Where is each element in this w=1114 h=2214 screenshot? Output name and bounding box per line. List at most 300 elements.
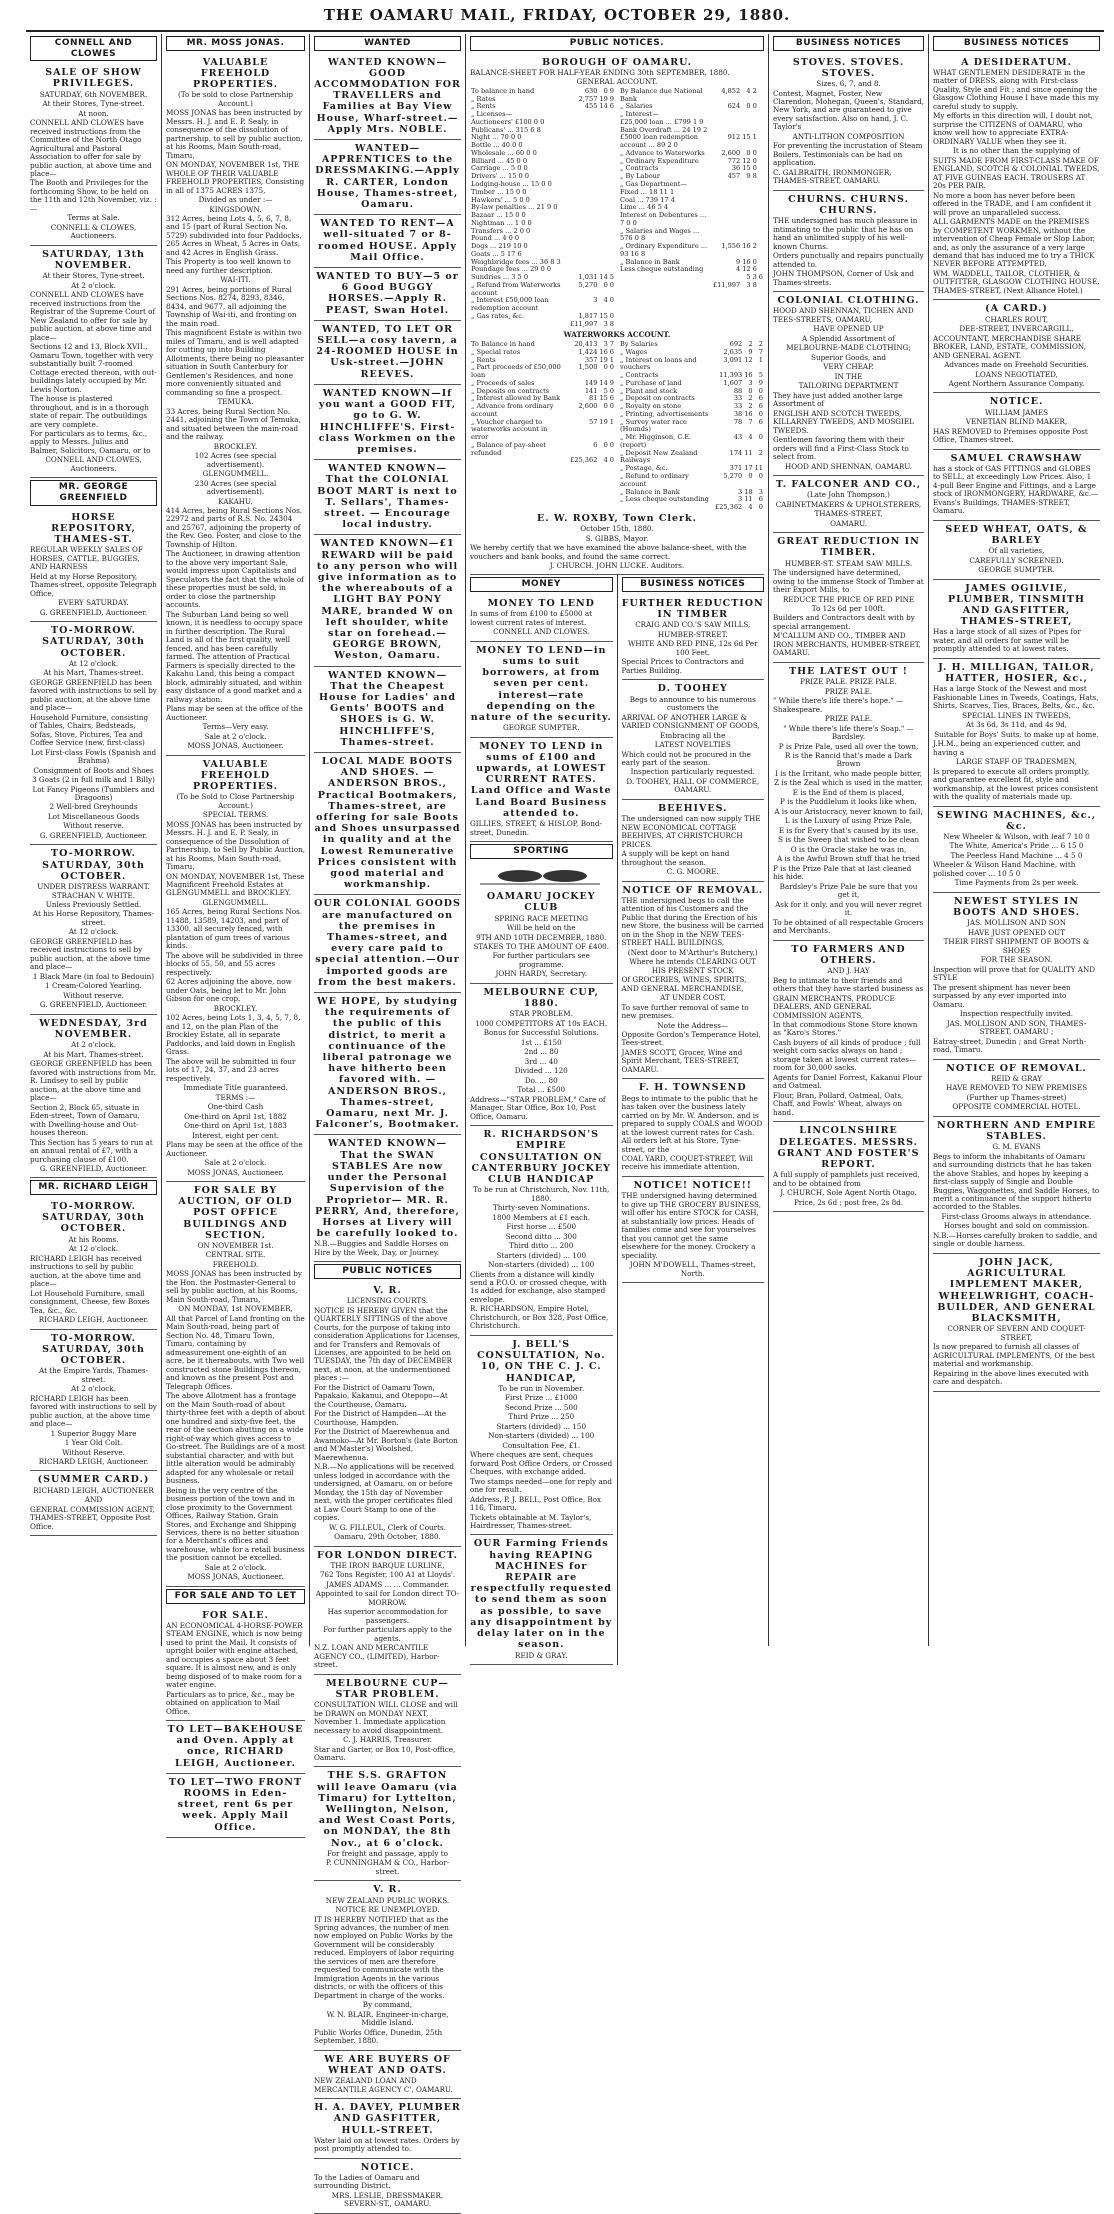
ad-line: TO-MORROW. SATURDAY, 30th OCTOBER. bbox=[42, 848, 145, 882]
masthead-title: THE OAMARU MAIL, FRIDAY, OCTOBER 29, 1880. bbox=[323, 6, 791, 24]
table-cell: „ Salaries and Wages ... 576 0 8 bbox=[620, 226, 700, 243]
table-cell: 0 bbox=[748, 386, 753, 395]
table-cell: 0 bbox=[603, 440, 608, 449]
table-cell: 1,424 bbox=[578, 347, 598, 356]
ad-line: Address, P. J. BELL, Post Office, Box 116, Timaru. bbox=[470, 1494, 602, 1513]
column-1 bbox=[26, 34, 162, 1646]
ad-line: EVERY SATURDAY. bbox=[58, 598, 129, 608]
table-cell bbox=[712, 181, 741, 189]
table-cell: Sundries ... 3 5 0 bbox=[471, 273, 529, 282]
table-cell: 16 bbox=[744, 409, 753, 418]
ad-line: Where he intends CLEARING OUT HIS PRESENT STOCK bbox=[629, 957, 757, 975]
ad-mollison bbox=[933, 893, 1100, 1060]
table-cell bbox=[598, 142, 608, 150]
table-cell: Hawkers' ... 5 0 0 bbox=[471, 195, 530, 204]
table-cell: 0 bbox=[603, 402, 608, 411]
ad-line: Has superior accommodation for passengers. bbox=[327, 1607, 448, 1625]
ad-stoves bbox=[773, 54, 924, 191]
table-cell: 5 bbox=[603, 386, 608, 395]
table-cell bbox=[752, 119, 758, 127]
ad-line: This magnificent Estate is within two miles of Timaru, and is well adapted for cutting up into Building Allotments, there being no pleasanter situation in South Canterbury for Gentlemen's Residences, and none more conveniently situated and commanding so fine a prospect. bbox=[166, 328, 305, 397]
ad-line: 33 Acres, being Rural Section No. 2441, adjoining the Town of Temuka, and situated between the main-road and the railway. bbox=[166, 406, 301, 442]
table-cell: 12 bbox=[742, 156, 751, 165]
ad-line: TERMS :— bbox=[215, 1092, 256, 1102]
table-cell: £11,997 bbox=[712, 280, 741, 289]
ad-line: HAVE OPENED UP bbox=[813, 324, 884, 334]
ad-line: GRAIN MERCHANTS, PRODUCE DEALERS, AND GENERAL COMMISSION AGENTS, bbox=[773, 993, 895, 1020]
table-cell: 6 bbox=[609, 102, 614, 111]
table-cell: 4 bbox=[736, 265, 741, 274]
table-cell: „ Less cheque outstanding bbox=[620, 495, 709, 504]
waterworks-account bbox=[470, 341, 764, 512]
table-cell: 11 bbox=[744, 448, 753, 457]
ad-line: REGULAR WEEKLY SALES OF HORSES, CATTLE, BUGGIES, AND HARNESS bbox=[30, 545, 143, 572]
ad-distress-warrant bbox=[30, 845, 157, 1014]
ad-line: KAKAHU. bbox=[218, 496, 253, 506]
ad-line: The above Allotment has a frontage on the Main South-road of about thirty-three feet with a depth of about one hundred and sixty-five feet, the rear of the section abutting on a wide right-of-way which gives access to Go-street. The Buildings are of a most substantial character, and with but little alteration would be admirably adapted for any wholesale or retail business. bbox=[166, 1391, 305, 1486]
ad-line: REID & GRAY bbox=[990, 1073, 1043, 1083]
ad-line: Plans may be seen at the office of the Auctioneer. bbox=[166, 1140, 303, 1158]
ad-line: R. RICHARDSON'S EMPIRE CONSULTATION ON CANTERBURY JOCKEY CLUB HANDICAP bbox=[471, 1129, 611, 1185]
ad-line: N.B.—No applications will be received unless lodged in accordance with the undersigned, at Oamaru, on or before Monday, the 15th day of November next, with the proper certificates filed at Law Court Stamp to one of the copies. bbox=[314, 1462, 454, 1523]
ad-line: GEORGE GREENFIELD has been favored with instructions to sell by public auction, at the above time and place— bbox=[30, 677, 157, 713]
ad-line: ON MONDAY, 1st NOVEMBER, bbox=[178, 1304, 293, 1314]
ad-line: Will be held on the bbox=[506, 923, 576, 933]
table-row bbox=[470, 364, 615, 380]
table-cell bbox=[569, 243, 598, 251]
ad-line: Cash buyers of all kinds of produce ; full weight corn sacks always on hand ; storage taken at lowest current rates—room for 30,000 sacks. bbox=[773, 1037, 921, 1073]
ad-line: THE IRON BARQUE LURLINE, bbox=[330, 1560, 445, 1570]
ad-line: For particulars as to terms, &c., apply to Messrs. Julius and Balmer, Solicitors, Oamaru, or to bbox=[30, 428, 151, 455]
table-cell: Bottle ... 40 0 0 bbox=[471, 141, 523, 150]
ad-line: WANTED KNOWN— That the SWAN STABLES Are now under the Personal Supervision of the Proprietor— MR. R. PERRY, And, therefore, Horses at Livery will be carefully looked to. bbox=[315, 1138, 460, 1240]
ad-line: WANTED—APPRENTICES to the DRESSMAKING.—Apply R. CARTER, London House, Thames-street, Oamaru. bbox=[315, 143, 460, 211]
ad-line: 62 Acres adjoining the above, now under Oats, being let to Mr. John Gibson for one crop. bbox=[166, 977, 292, 1004]
table-cell: „ Gas Department— bbox=[620, 179, 687, 188]
ad-line: COLONIAL CLOTHING. bbox=[777, 295, 920, 307]
ad-line: WILLIAM JAMES bbox=[984, 407, 1049, 417]
table-cell: „ Interest— bbox=[620, 110, 659, 119]
ad-line: LICENSING COURTS. bbox=[346, 1296, 429, 1306]
table-cell: 16 bbox=[742, 242, 751, 251]
ad-we-hope bbox=[314, 993, 461, 1135]
table-cell bbox=[598, 158, 608, 166]
jockey-club-text bbox=[470, 891, 613, 979]
table-cell: 11,393 bbox=[719, 371, 743, 380]
ad-line: This Section has 5 years to run at an annual rental of £7, with a purchasing clause of £100. bbox=[30, 1137, 153, 1164]
ad-line: CONSULTATION WILL CLOSE and will be DRAWN on MONDAY NEXT, November 1. Immediate application necessary to avoid disappointment. bbox=[314, 1700, 458, 1735]
ad-line: The Peerless Hand Machine ... 4 5 0 bbox=[950, 850, 1083, 860]
ad-line: Inspection will prove that for QUALITY AND STYLE bbox=[933, 964, 1096, 983]
ad-line: NOTICE OF REMOVAL. bbox=[946, 1062, 1087, 1074]
ad-line: Gentlemen favoring them with their orders will find a First-Class Stock to select from. bbox=[773, 435, 909, 462]
table-cell bbox=[609, 127, 615, 135]
ad-line: LOCAL MADE BOOTS AND SHOES. —ANDERSON BROS., Practical Bootmakers, Thames-street, are offering for sale Boots and Shoes unsurpassed in quality and at the Lowest Remunerative Prices consistent with good material and workmanship. bbox=[314, 755, 461, 891]
table-cell bbox=[598, 235, 608, 243]
ad-star-problem bbox=[470, 984, 613, 1126]
table-cell: „ Balance in Bank bbox=[620, 487, 680, 496]
ad-wanted-horses bbox=[314, 268, 461, 321]
ad-line: T. FALCONER AND CO., bbox=[775, 479, 922, 491]
table-cell: Bazaar ... 15 0 0 bbox=[471, 211, 526, 220]
ad-line: ANTI-LITHON COMPOSITION bbox=[792, 131, 905, 141]
table-cell: Goats ... 5 17 6 bbox=[471, 249, 522, 258]
ad-line: It is no other than the supplying of bbox=[953, 146, 1080, 156]
table-cell bbox=[598, 220, 608, 228]
ad-line: BALANCE-SHEET FOR HALF-YEAR ENDING 30th SEPTEMBER, 1880. bbox=[470, 67, 730, 77]
table-cell: 1 bbox=[758, 355, 763, 364]
ad-crawshaw bbox=[933, 450, 1100, 521]
table-cell bbox=[569, 235, 598, 243]
ad-line: S. GIBBS, Mayor. bbox=[585, 533, 649, 543]
ad-line: O is the Oracle stake he was in, bbox=[790, 844, 907, 854]
table-cell: 6 bbox=[593, 440, 598, 449]
ad-line: Without Reserve. bbox=[62, 1447, 125, 1457]
ad-line: To be run at Christchurch, Nov. 11th, 1880. bbox=[473, 1185, 610, 1203]
ad-line: AT UNDER COST, bbox=[660, 993, 726, 1003]
ad-john-jack bbox=[933, 1254, 1100, 1392]
ad-line: 3 Goats (2 in full milk and 1 Billy) bbox=[32, 775, 155, 785]
ad-line: NEW ZEALAND PUBLIC WORKS. bbox=[325, 1895, 450, 1905]
ad-line: MONEY TO LEND in sums of £100 and upwards, at LOWEST CURRENT RATES. Land Office and Waste Land Board Business attended to. bbox=[470, 740, 612, 819]
ad-money-to-lend-1 bbox=[470, 595, 613, 642]
table-cell bbox=[569, 142, 598, 150]
ad-line: STAR PROBLEM. bbox=[509, 1009, 573, 1019]
ad-glengummell-brockley bbox=[166, 756, 305, 1182]
ad-line: At the Empire Yards, Thames-street. bbox=[39, 1366, 148, 1384]
ad-line: TO FARMERS AND OTHERS. bbox=[791, 943, 906, 966]
table-cell: 7 bbox=[748, 417, 753, 426]
ad-line: Wheeler & Wilson Hand Machine, with polished cover ... 10 5 0 bbox=[933, 860, 1076, 878]
ad-line: The White, America's Pride ... 6 15 0 bbox=[949, 841, 1084, 851]
ad-line: WE ARE BUYERS OF WHEAT AND OATS. bbox=[324, 2053, 451, 2076]
ad-line: Of all varieties, bbox=[988, 546, 1045, 556]
ad-line: Bonus for Successful Solutions. bbox=[483, 1028, 599, 1038]
ad-line: Oamaru, 29th October, 1880. bbox=[334, 1532, 441, 1542]
ad-scott-removal bbox=[622, 882, 765, 1080]
ad-line: has a stock of GAS FITTINGS and GLOBES to SELL, at exceedingly Low Prices. Also, 1 4-pull Beer Engine and Fittings, and a Large stock of IRONMONGERY, HARDWARE, &c.—Evans's Buildings, THAMES-STREET, Oamaru. bbox=[933, 463, 1099, 516]
col2-header-for-sale: FOR SALE AND TO LET bbox=[166, 1589, 305, 1604]
ad-line: Beg to intimate to their friends and others that they have started business as bbox=[773, 975, 924, 994]
ad-line: SAMUEL CRAWSHAW bbox=[950, 452, 1083, 464]
table-cell bbox=[619, 504, 712, 512]
ad-line: At his Horse Repository, Thames-street. bbox=[32, 909, 155, 927]
table-cell: „ Advance to Waterworks bbox=[620, 148, 705, 157]
ad-line: In that commodious Stone Store known as "Karo's Stores." bbox=[773, 1019, 918, 1038]
ad-line: Sale at 2 o'clock. bbox=[204, 731, 267, 741]
ad-craig-timber bbox=[622, 595, 765, 680]
ad-line: At their Stores, Tyne-street. bbox=[42, 271, 145, 281]
ad-line: SALE OF SHOW PRIVILEGES. bbox=[45, 67, 142, 90]
table-row bbox=[619, 282, 764, 290]
ad-line: NOTICE. bbox=[360, 2161, 415, 2173]
table-row bbox=[470, 457, 615, 465]
ad-line: BROCKLEY. bbox=[213, 1003, 258, 1013]
table-row bbox=[619, 266, 764, 274]
ad-line: CONNELL AND CLOWES have received instructions from the Registrar of the Supreme Court of New Zealand to offer for sale by public auction, at above time and place— bbox=[30, 290, 156, 342]
table-cell bbox=[741, 212, 751, 228]
ad-reaping-machines bbox=[470, 1535, 613, 1665]
ad-line: 312 Acres, being Lots 4, 5, 6, 7, 8, and 15 (part of Rural Section No. 5729) subdivided into four Paddocks, 265 Acres in Wheat, 5 Acres in Oats, and 42 Acres in English Grass. bbox=[166, 214, 302, 257]
table-cell: „ Salaries bbox=[620, 102, 653, 111]
balance-sheet-title bbox=[470, 57, 764, 87]
ad-line: Star and Garter, or Box 10, Post-office, Oamaru. bbox=[314, 1744, 456, 1762]
ad-lincolnshire-delegates bbox=[773, 1122, 924, 1212]
ad-line: Second Prize ... 500 bbox=[504, 1402, 578, 1412]
ad-licensing-courts bbox=[314, 1282, 461, 1547]
ad-line: F. H. TOWNSEND bbox=[638, 1082, 747, 1094]
table-cell bbox=[712, 111, 741, 119]
ad-connell-sections bbox=[30, 246, 157, 479]
table-cell: 6 bbox=[758, 402, 763, 411]
ad-line: LARGE STAFF OF TRADESMEN, bbox=[956, 757, 1077, 767]
table-cell: 0 bbox=[609, 386, 614, 395]
table-row bbox=[619, 473, 764, 489]
table-cell: „ Rates bbox=[471, 94, 496, 103]
ad-line: G. GREENFIELD, Auctioneer. bbox=[39, 1000, 148, 1010]
ad-line: HAS REMOVED to Premises opposite Post Office, Thames-street. bbox=[933, 426, 1088, 445]
ad-line: IN THE bbox=[834, 371, 863, 381]
ad-line: Second ditto ... 300 bbox=[505, 1231, 577, 1241]
ad-line: TO LET—TWO FRONT ROOMS in Eden-street, rent 6s per week. Apply Mail Office. bbox=[168, 1776, 303, 1833]
ad-line: Begs to intimate to the public that he has taken over the business lately carried on by Mr. W. Anderson, and is prepared to supply COALS and WOOD at the lowest current rates for Cash. All orders left at his Store, Tyne-street, or the bbox=[621, 1093, 763, 1154]
table-cell: Carriage ... 5 0 0 bbox=[471, 164, 528, 173]
ad-line: Household Furniture, consisting of Tables, Chairs, Bedsteads, Sofas, Stove, Pictures, Tea and Coffee Service (new, first-class) bbox=[30, 712, 149, 748]
ad-sewing-machines bbox=[933, 807, 1100, 893]
table-row bbox=[470, 321, 615, 329]
table-cell: Weighbridge fees ... 36 8 3 bbox=[471, 257, 561, 266]
table-cell: „ Part proceeds of £50,000 loan bbox=[471, 363, 561, 380]
ad-line: Time Payments from 2s per week. bbox=[954, 878, 1079, 888]
table-cell: Billiard ... 45 0 0 bbox=[471, 156, 528, 165]
table-cell: 371 bbox=[729, 464, 743, 473]
ad-grafton bbox=[314, 1767, 461, 1881]
col1-header-greenfield: MR. GEORGE GREENFIELD bbox=[30, 480, 157, 505]
table-cell: 18 bbox=[744, 487, 753, 496]
table-cell: „ Ordinary Expenditure bbox=[620, 156, 699, 165]
ad-line: MOSS JONAS has been instructed by Messrs. H. J. and E. P. Sealy, in consequence of the Dissolution of Partnership, to Sell by Public Auction, at his Rooms, Main South-road, Timaru, bbox=[166, 819, 305, 872]
ad-line: TO-MORROW. SATURDAY, 30th OCTOBER. bbox=[42, 1201, 145, 1235]
ad-line: For the District of Maerewhenua and Awamoko—At Mr. Borton's (late Borton and M'Master's) Woolshed, Maerewhenua. bbox=[314, 1427, 458, 1462]
ad-line: CHARLES ROUT, bbox=[985, 314, 1048, 324]
ad-money-to-lend-2 bbox=[470, 642, 613, 738]
ad-line: STAKES TO THE AMOUNT OF £400. bbox=[473, 941, 609, 951]
table-cell: 57 bbox=[589, 417, 598, 426]
ad-churns bbox=[773, 191, 924, 292]
ad-line: Starters (divided) ... 100 bbox=[496, 1250, 587, 1260]
table-cell: 3 bbox=[738, 495, 743, 504]
ad-line: BROCKLEY. bbox=[213, 441, 258, 451]
table-cell: 5 bbox=[758, 371, 763, 380]
ad-freehold-properties bbox=[166, 54, 305, 756]
table-cell bbox=[609, 134, 615, 142]
table-cell bbox=[609, 220, 615, 228]
ad-line: LATEST NOVELTIES bbox=[654, 740, 731, 750]
table-cell bbox=[569, 119, 598, 127]
ad-line: ACCOUNTANT, MERCHANDISE SHARE BROKER, LAND, ESTATE, COMMISSION, AND GENERAL AGENT. bbox=[933, 333, 1087, 360]
table-cell: 0 bbox=[758, 472, 763, 481]
waterworks-expenditure bbox=[619, 341, 764, 512]
ad-line: E is the End of them is placed, bbox=[792, 787, 905, 797]
ad-line: Is now prepared to furnish all classes of AGRICULTURAL IMPLEMENTS, Of the best material and workmanship. bbox=[933, 1342, 1095, 1369]
table-row bbox=[619, 434, 764, 450]
ad-line: OUR Farming Friends having REAPING MACHINES for REPAIR are respectfully requested to send them as soon as possible, to save any disappointment by delay later on in the season. bbox=[470, 1538, 613, 1651]
ad-line: BOROUGH OF OAMARU. bbox=[542, 56, 692, 68]
table-cell bbox=[609, 204, 615, 212]
table-cell bbox=[569, 189, 598, 197]
ad-melbourne-cup-consultation bbox=[314, 1675, 461, 1768]
table-cell: 15 bbox=[599, 394, 608, 403]
ad-great-reduction-timber bbox=[773, 533, 924, 663]
ad-line: MONEY TO LEND bbox=[487, 598, 595, 610]
table-cell: 19 bbox=[599, 355, 608, 364]
ad-line: WM. WADDELL, TAILOR, CLOTHIER, & OUTFITTER, GLASGOW CLOTHING HOUSE, THAMES-STREET, (Next Alliance Hotel.) bbox=[933, 268, 1100, 295]
ad-line: Clients from a distance will kindly send a P.O.O. or crossed cheque, with 1s added for exchange, also stamped envelope. bbox=[470, 1269, 607, 1304]
table-cell: „ Balance of pay-sheet refunded bbox=[471, 440, 546, 457]
table-row bbox=[619, 496, 764, 504]
table-cell: Drivers' ... 15 0 0 bbox=[471, 172, 529, 181]
ad-line: First-class Grooms always in attendance. bbox=[941, 1211, 1092, 1221]
table-cell: „ Advance from ordinary account bbox=[471, 402, 554, 418]
table-cell: „ Mr. Higginson, C.E. (report) bbox=[620, 433, 692, 449]
ad-line: MOSS JONAS has been instructed by the Hon. the Postmaster-General to sell by public auction, at his Rooms, Main South-road, Timaru, bbox=[166, 1269, 302, 1304]
ad-line: New Wheeler & Wilson, with leaf 7 10 0 bbox=[943, 831, 1090, 841]
table-row bbox=[470, 403, 615, 419]
ad-line: S is the Sweep that wished to be clean bbox=[777, 835, 920, 845]
table-cell bbox=[598, 134, 608, 142]
table-cell: 12 bbox=[744, 355, 753, 364]
ad-line: C. GALBRAITH, IRONMONGER, THAMES-STREET, OAMARU. bbox=[773, 167, 892, 186]
ad-line: THE undersigned having determined to give up THE GROCERY BUSINESS, will offer his entire STOCK for CASH, at substantially low prices. Heads of families come and see for yourselves that you cannot get the same elsewhere for the money. Crockery a speciality. bbox=[621, 1191, 762, 1260]
table-cell bbox=[609, 119, 615, 127]
ad-line: WAI-ITI. bbox=[220, 275, 251, 285]
table-cell: 4 bbox=[603, 296, 608, 305]
table-cell: Nightman ... 1 0 0 bbox=[471, 218, 532, 227]
ad-line: PRIZE PALE. PRIZE PALE. bbox=[800, 677, 897, 687]
ad-line: J. CHURCH. JOHN LUCKE. Auditors. bbox=[549, 560, 685, 570]
ad-line: Lot Household Furniture, small consignment, Cheese, few Boxes Tea, &c., &c. bbox=[30, 1288, 150, 1315]
ad-line: WE HOPE, by studying the requirements of the public of this district, to merit a continuance of the liberal patronage we have hitherto been favored with. —ANDERSON BROS., Thames-street, Oamaru, next Mr. J. Falconer's, Bootmaker. bbox=[315, 996, 460, 1131]
ad-old-post-office bbox=[166, 1182, 305, 1587]
ad-line: CONNELL AND CLOWES have received instructions from the Committee of the North Otago Agricultural and Pastoral Association to offer for sale by public auction, at above time and place— bbox=[30, 118, 152, 178]
table-cell: 4 bbox=[748, 433, 753, 442]
ad-line: 762 Tons Register, 100 A1 at Lloyds'. bbox=[319, 1570, 456, 1580]
ad-line: The Auctioneer, in drawing attention to the above very important Sale, would impress upon Capitalists and Speculators the fact that the whole of these properties must be sold, in order to close the partnership accounts. bbox=[166, 549, 304, 610]
ad-line: J. H. MILLIGAN, TAILOR, HATTER, HOSIER, &c., bbox=[938, 661, 1095, 685]
table-cell: £25,000 loan ... £799 1 9 bbox=[620, 117, 704, 126]
table-cell bbox=[598, 251, 608, 259]
ad-line: At their Stores, Tyne-street. bbox=[42, 99, 145, 109]
ad-line: 1000 COMPETITORS AT 10s EACH. bbox=[475, 1018, 608, 1028]
ad-line: OAMARU JOCKEY CLUB bbox=[486, 891, 596, 914]
column-4 bbox=[466, 34, 769, 1660]
ad-line: Two stamps needed—one for reply and one for result. bbox=[470, 1476, 612, 1495]
table-cell: 3 bbox=[603, 319, 608, 328]
header-business-notices-a: BUSINESS NOTICES bbox=[622, 577, 765, 592]
ad-line: JAMES SCOTT, Grocer, Wine and Spirit Merchant, TEES-STREET, OAMARU. bbox=[621, 1047, 743, 1074]
table-cell: 0 bbox=[609, 280, 614, 289]
masthead-rule bbox=[26, 30, 1104, 32]
ad-line: NOTICE. bbox=[989, 396, 1044, 408]
ad-line: W. G. FILLEUL, Clerk of Courts. bbox=[329, 1522, 446, 1532]
table-cell: „ Gas rates, &c. bbox=[471, 311, 525, 320]
ad-line: HORSE REPOSITORY, THAMES-ST. bbox=[51, 511, 136, 546]
table-cell bbox=[470, 321, 567, 329]
table-row bbox=[470, 297, 615, 313]
table-cell: „ Deposit on contracts bbox=[620, 394, 695, 403]
table-cell: Pound ... 4 0 0 bbox=[471, 234, 520, 243]
table-cell: 0 bbox=[609, 456, 614, 465]
ad-line: AND J. HAY bbox=[827, 966, 870, 976]
table-row bbox=[619, 228, 764, 244]
ad-line: Begs to announce to his numerous customers the bbox=[629, 694, 756, 713]
table-cell: 11 bbox=[754, 464, 763, 473]
ad-line: JOHN JACK, AGRICULTURAL IMPLEMENT MAKER, WHEELWRIGHT, COACH-BUILDER, AND GENERAL BLACKSMITH, bbox=[937, 1256, 1096, 1324]
table-cell: Timber ... 15 0 0 bbox=[471, 187, 527, 196]
table-cell: 3 bbox=[593, 296, 598, 305]
table-cell: 4 bbox=[748, 503, 753, 512]
ad-line: D. TOOHEY bbox=[657, 683, 728, 695]
ad-line: Ask for it only, and you will never regret it. bbox=[775, 899, 922, 918]
ad-line: Where cheques are sent, cheques forward Post Office Orders, or Crossed Cheques, with exchange added. bbox=[470, 1450, 613, 1477]
table-cell: 0 bbox=[758, 503, 763, 512]
table-cell: £25,362 bbox=[714, 503, 743, 512]
table-cell: 9 bbox=[748, 347, 753, 356]
ad-jockey-club bbox=[470, 862, 613, 984]
table-cell: 0 bbox=[752, 164, 757, 173]
table-cell: 630 bbox=[584, 86, 598, 95]
table-row bbox=[470, 442, 615, 458]
ad-line: NOTICE RE UNEMPLOYED. bbox=[335, 1905, 440, 1915]
ad-line: At his Mart, Thames-street. bbox=[43, 668, 144, 678]
table-cell: Dogs ... 219 10 0 bbox=[471, 242, 528, 251]
ad-line: Inspection respectfully invited. bbox=[959, 1009, 1074, 1019]
table-row bbox=[619, 357, 764, 373]
table-cell: Bank Overdraft ... 24 19 2 bbox=[620, 125, 708, 134]
ad-line: For preventing the incrustation of Steam Boilers. Testimonials can be had on application. bbox=[773, 141, 923, 168]
ad-line: TEMUKA. bbox=[217, 397, 254, 407]
table-cell bbox=[712, 119, 741, 127]
ad-line: FOR THE SEASON. bbox=[980, 955, 1053, 965]
ad-line: FOR SALE. bbox=[202, 1609, 269, 1621]
ad-line: The undersigned can now supply THE NEW ECONOMICAL COTTAGE BEEHIVES, AT CHRISTCHURCH PRICES. bbox=[621, 814, 761, 849]
table-cell: 1 bbox=[609, 417, 614, 426]
table-cell: 16 bbox=[742, 257, 751, 266]
ad-line: MELBOURNE CUP—STAR PROBLEM. bbox=[326, 1677, 449, 1700]
ad-line: Eatray-street, Dunedin ; and Great North-road, Timaru. bbox=[933, 1036, 1087, 1055]
table-cell: 9 bbox=[736, 257, 741, 266]
ad-line: At 12 o'clock. bbox=[68, 1244, 119, 1254]
ad-wanted-fit bbox=[314, 385, 461, 460]
ad-line: 1st ... £150 bbox=[520, 1037, 562, 1047]
table-cell: 7 bbox=[758, 347, 763, 356]
ad-line: COAL YARD, COQUET-STREET, Will receive his immediate attention. bbox=[621, 1154, 753, 1172]
ad-line: Orders punctually and repairs punctually attended to. bbox=[773, 251, 924, 269]
ad-line: MOSS JONAS has been instructed by Messrs. H. J. and E. P. Sealy, in consequence of the dissolution of partnership, to sell by public auction, at his Rooms, Main South-road, Timaru, bbox=[166, 108, 303, 160]
ad-line: NOTICE! NOTICE!! bbox=[633, 1179, 752, 1191]
ad-line: One-third Cash bbox=[207, 1102, 264, 1112]
ad-line: MONEY TO LEND—in sums to suit borrowers, at from seven per cent. interest—rate depending on the nature of the security. bbox=[470, 644, 612, 723]
table-cell: 0 bbox=[746, 102, 751, 111]
ad-line: WANTED KNOWN—That the Cheapest House for Ladies' and Gents' BOOTS and SHOES is G. W. HINCHLIFFE'S, Thames-street. bbox=[318, 669, 457, 748]
ad-line: Sections 12 and 13, Block XVII., Oamaru Town, together with very substantially built 7-roomed Cottage erected thereon, with out-buildings lately occupied by Mr. Lewis Norton. bbox=[30, 342, 157, 394]
table-cell bbox=[598, 111, 608, 119]
ad-line: Special Prices to Contractors and Parties Building. bbox=[621, 657, 745, 675]
table-cell: 2 bbox=[752, 242, 757, 251]
ad-line: 1 Superior Buggy Mare bbox=[50, 1428, 137, 1438]
table-cell: 2 bbox=[758, 340, 763, 348]
table-cell bbox=[609, 235, 615, 243]
